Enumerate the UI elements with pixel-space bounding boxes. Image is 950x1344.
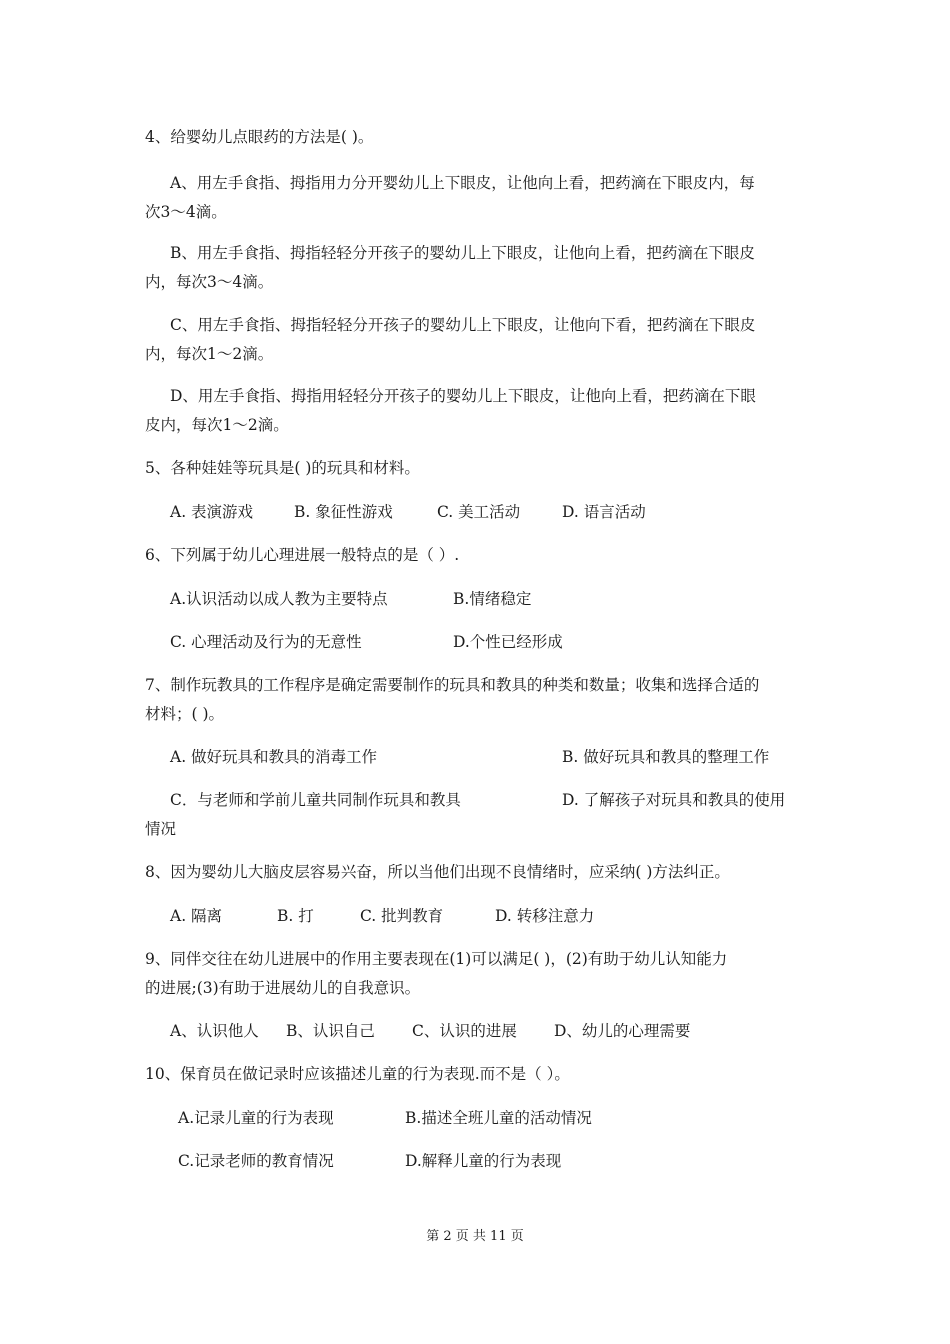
question-7-option-a: A. 做好玩具和教具的消毒工作	[170, 748, 378, 766]
question-7-stem-line-2: 材料；( )。	[145, 705, 225, 723]
question-4-option-b-line-1: B、用左手食指、拇指轻轻分开孩子的婴幼儿上下眼皮，让他向上看，把药滴在下眼皮	[170, 244, 755, 262]
question-4-option-c-line-2: 内，每次1～2滴。	[145, 345, 274, 363]
question-6-stem: 6、下列属于幼儿心理进展一般特点的是（ ）.	[145, 546, 460, 564]
question-6-option-b: B.情绪稳定	[453, 590, 532, 608]
question-4-option-b-line-2: 内，每次3～4滴。	[145, 273, 274, 291]
question-10-option-d: D.解释儿童的行为表现	[405, 1152, 562, 1170]
question-9-option-b: B、认识自己	[286, 1022, 375, 1040]
question-4-option-d-line-2: 皮内，每次1～2滴。	[145, 416, 289, 434]
question-4-option-d-line-1: D、用左手食指、拇指用轻轻分开孩子的婴幼儿上下眼皮，让他向上看，把药滴在下眼	[170, 387, 756, 405]
question-8-option-b: B. 打	[277, 907, 314, 925]
question-7-option-b: B. 做好玩具和教具的整理工作	[562, 748, 770, 766]
question-7-option-c: C．与老师和学前儿童共同制作玩具和教具	[170, 791, 461, 809]
question-6-option-c: C. 心理活动及行为的无意性	[170, 633, 362, 651]
question-10-option-a: A.记录儿童的行为表现	[178, 1109, 334, 1127]
question-8-option-a: A. 隔离	[170, 907, 223, 925]
question-7-stem-line-1: 7、制作玩教具的工作程序是确定需要制作的玩具和教具的种类和数量；收集和选择合适的	[145, 676, 760, 694]
question-9-stem-line-1: 9、同伴交往在幼儿进展中的作用主要表现在(1)可以满足( )，(2)有助于幼儿认知能力	[145, 950, 728, 968]
question-7-option-d: D. 了解孩子对玩具和教具的使用	[562, 791, 786, 809]
question-10-stem: 10、保育员在做记录时应该描述儿童的行为表现.而不是（ ）。	[145, 1065, 570, 1083]
question-5-option-a: A. 表演游戏	[170, 503, 254, 521]
question-8-option-c: C. 批判教育	[360, 907, 444, 925]
question-9-option-a: A、认识他人	[170, 1022, 259, 1040]
question-5-option-d: D. 语言活动	[562, 503, 646, 521]
question-4-option-a-line-2: 次3～4滴。	[145, 203, 227, 221]
question-7-option-d-continuation: 情况	[145, 820, 177, 838]
question-4-option-c-line-1: C、用左手食指、拇指轻轻分开孩子的婴幼儿上下眼皮，让他向下看，把药滴在下眼皮	[170, 316, 756, 334]
question-5-stem: 5、各种娃娃等玩具是( )的玩具和材料。	[145, 459, 420, 477]
question-6-option-d: D.个性已经形成	[453, 633, 563, 651]
question-8-stem: 8、因为婴幼儿大脑皮层容易兴奋，所以当他们出现不良情绪时，应采纳( )方法纠正。	[145, 863, 730, 881]
question-8-option-d: D. 转移注意力	[495, 907, 595, 925]
question-4-option-a-line-1: A、用左手食指、拇指用力分开婴幼儿上下眼皮，让他向上看，把药滴在下眼皮内，每	[170, 174, 755, 192]
question-5-option-b: B. 象征性游戏	[294, 503, 393, 521]
question-10-option-b: B.描述全班儿童的活动情况	[405, 1109, 592, 1127]
question-4-stem: 4、给婴幼儿点眼药的方法是( )。	[145, 128, 374, 146]
question-10-option-c: C.记录老师的教育情况	[178, 1152, 334, 1170]
page-number-footer: 第 2 页 共 11 页	[426, 1229, 524, 1244]
question-9-option-d: D、幼儿的心理需要	[554, 1022, 691, 1040]
question-9-option-c: C、认识的进展	[412, 1022, 517, 1040]
question-9-stem-line-2: 的进展;(3)有助于进展幼儿的自我意识。	[145, 979, 421, 997]
question-5-option-c: C. 美工活动	[437, 503, 521, 521]
question-6-option-a: A.认识活动以成人教为主要特点	[170, 590, 388, 608]
